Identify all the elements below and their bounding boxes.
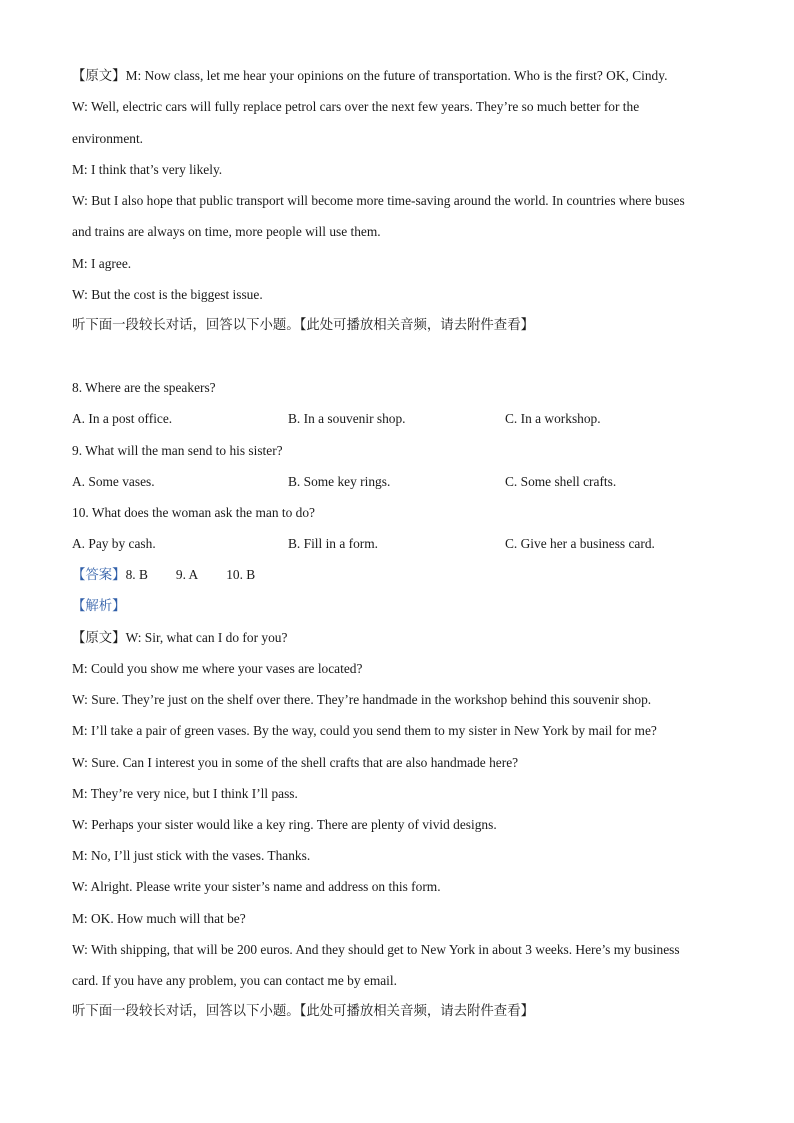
dialogue1-line-8: W: But the cost is the biggest issue. [72,287,263,302]
dialogue1-line-5: W: But I also hope that public transport will become more time-saving around the world. In countries where buses [72,193,685,208]
question-10-stem: 10. What does the woman ask the man to do? [72,505,315,520]
question-9-stem: 9. What will the man send to his sister? [72,443,283,458]
answer-tag: 【答案】 [72,568,126,583]
dialogue2-line-4: M: I’ll take a pair of green vases. By the way, could you send them to my sister in New York by mail for me? [72,723,657,738]
dialogue1-line-7: M: I agree. [72,256,132,271]
option-9a: A. Some vases. [72,474,155,489]
dialogue2-line-8: M: No, I’ll just stick with the vases. Thanks. [72,848,311,863]
dialogue2-line-10: M: OK. How much will that be? [72,911,246,926]
option-8c: C. In a workshop. [505,411,601,426]
dialogue2-line-6: M: They’re very nice, but I think I’ll pass. [72,786,298,801]
answer-10: 10. B [226,567,256,582]
source-text-tag: 【原文】 [72,69,126,84]
dialogue2-line-9: W: Alright. Please write your sister’s name and address on this form. [72,879,441,894]
dialogue1-line-3: environment. [72,131,144,146]
option-9b: B. Some key rings. [288,474,391,489]
option-10b: B. Fill in a form. [288,536,379,551]
listening-instruction-2: 听下面一段较长对话，回答以下小题。【此处可播放相关音频，请去附件查看】 [72,1004,534,1019]
dialogue2-line-2: M: Could you show me where your vases are located? [72,661,363,676]
option-8a: A. In a post office. [72,411,173,426]
answer-8: 8. B [125,567,148,582]
dialogue1-line-2: W: Well, electric cars will fully replace petrol cars over the next few years. They’re so much better for the [72,99,640,114]
dialogue2-line-11: W: With shipping, that will be 200 euros. And they should get to New York in about 3 weeks. Here’s my business [72,942,680,957]
option-8b: B. In a souvenir shop. [288,411,406,426]
dialogue1-line-1: 【原文】M: Now class, let me hear your opinions on the future of transportation. Who is the first? OK, Cindy. [72,68,668,84]
dialogue2-line-7: W: Perhaps your sister would like a key ring. There are plenty of vivid designs. [72,817,497,832]
option-10c: C. Give her a business card. [505,536,655,551]
dialogue2-line-1: 【原文】W: Sir, what can I do for you? [72,630,288,646]
option-10a: A. Pay by cash. [72,536,156,551]
analysis-tag: 【解析】 [72,599,126,614]
dialogue2-line-3: W: Sure. They’re just on the shelf over there. They’re handmade in the workshop behind this souvenir shop. [72,692,652,707]
answer-9: 9. A [175,567,199,582]
source-text-tag: 【原文】 [72,631,126,646]
listening-instruction-1: 听下面一段较长对话，回答以下小题。【此处可播放相关音频，请去附件查看】 [72,318,534,333]
dialogue1-line-6: and trains are always on time, more people will use them. [72,224,381,239]
dialogue2-line-5: W: Sure. Can I interest you in some of the shell crafts that are also handmade here? [72,755,519,770]
answer-line [72,567,255,584]
dialogue1-line-4: M: I think that’s very likely. [72,162,223,177]
dialogue2-line-12: card. If you have any problem, you can contact me by email. [72,973,397,988]
option-9c: C. Some shell crafts. [505,474,617,489]
question-8-stem: 8. Where are the speakers? [72,380,216,395]
